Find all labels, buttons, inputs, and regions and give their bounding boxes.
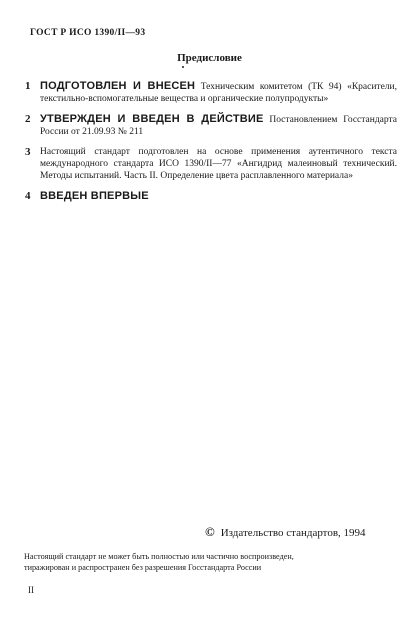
page-number: II <box>28 585 34 595</box>
preface-item-4 <box>25 190 397 203</box>
item-lead: ПОДГОТОВЛЕН И ВНЕСЕН <box>40 80 196 92</box>
notice-line-1: Настоящий стандарт не может быть полностью или частично воспроизведен, <box>24 552 294 561</box>
item-number: 2 <box>25 113 31 125</box>
item-text: Постановлением Госстандарта России от 21.09.93 № 211 <box>40 115 398 137</box>
item-lead: ВВЕДЕН ВПЕРВЫЕ <box>40 190 149 202</box>
copyright-icon: © <box>205 524 215 539</box>
print-mark <box>182 66 184 68</box>
reproduction-notice <box>24 551 400 573</box>
item-number: 1 <box>25 80 31 92</box>
item-lead: УТВЕРЖДЕН И ВВЕДЕН В ДЕЙСТВИЕ <box>40 113 264 125</box>
publisher-text: Издательство стандартов, 1994 <box>220 527 366 539</box>
preface-item-1 <box>25 80 397 105</box>
item-text: Настоящий стандарт подготовлен на основе применения аутентичного текста международного стандарта ИСО 1390/II—77 «Ангидрид малеиновый технический. Методы испытаний. Часть II. Определение цвета расплавленного материала» <box>40 147 397 181</box>
standard-code: ГОСТ Р ИСО 1390/II—93 <box>30 28 146 38</box>
publisher-line <box>205 524 366 540</box>
preface-item-3 <box>25 146 397 182</box>
preface-item-2 <box>25 113 397 138</box>
preface-list <box>25 80 397 211</box>
section-title: Предисловие <box>177 52 242 64</box>
item-text: Техническим комитетом (ТК 94) «Красители, текстильно-вспомогательные вещества и органические полупродукты» <box>40 82 397 104</box>
item-number: 3 <box>25 146 31 158</box>
notice-line-2: тиражирован и распространен без разрешения Госстандарта России <box>24 563 262 572</box>
item-number: 4 <box>25 190 31 202</box>
